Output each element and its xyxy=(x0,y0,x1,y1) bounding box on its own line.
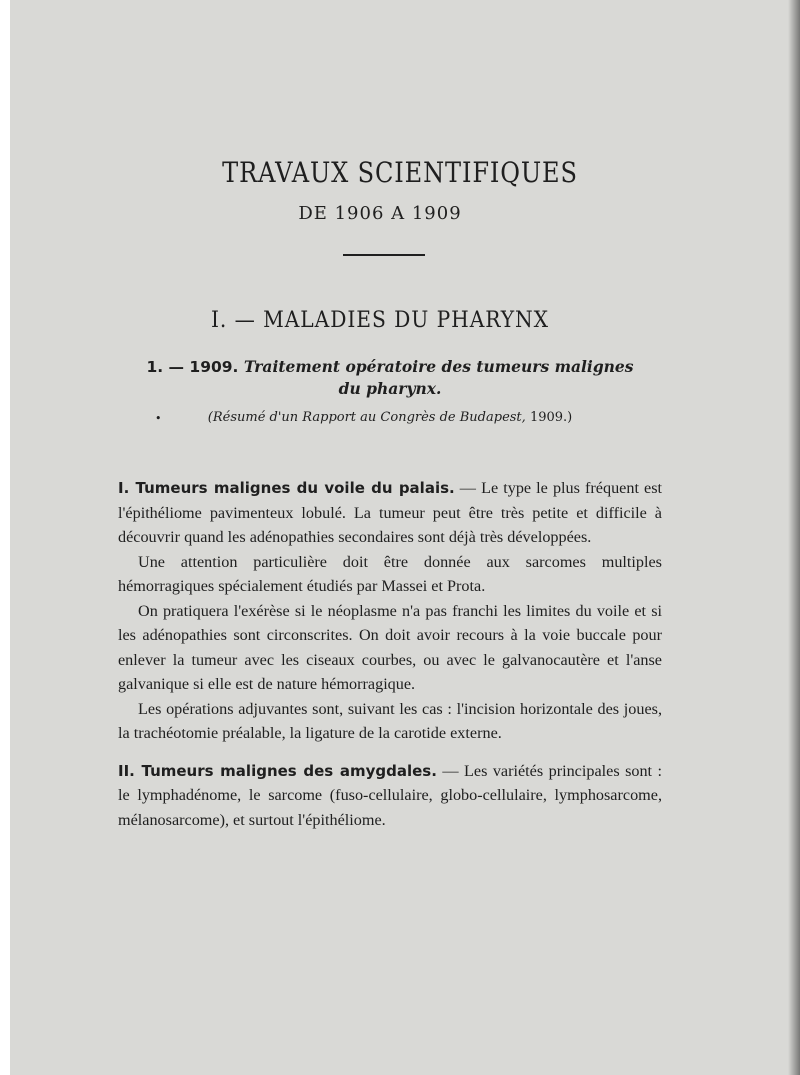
document-page xyxy=(10,0,800,1075)
entry-note-text: (Résumé d'un Rapport au Congrès de Budapest, xyxy=(207,410,526,425)
paragraph: Les opérations adjuvantes sont, suivant les cas : l'incision horizontale des joues, la trachéotomie préalable, la ligature de la carotide externe. xyxy=(118,699,662,742)
entry-note-year: 1909.) xyxy=(529,410,573,425)
entry-note xyxy=(160,410,620,425)
paragraph-heading: I. Tumeurs malignes du voile du palais. xyxy=(118,479,455,497)
entry-title-line2: du pharynx. xyxy=(338,379,442,398)
paragraph-text: — Les variétés principales sont : le lymphadénome, le sarcome (fuso-cellulaire, globo-cellulaire, lymphosarcome, mélanosarcome), et surtout l'épithéliome. xyxy=(118,761,662,829)
paragraph xyxy=(118,759,662,833)
page-title: TRAVAUX SCIENTIFIQUES xyxy=(222,156,578,189)
bullet-dot-icon: • xyxy=(155,412,162,425)
section-heading: I. — MALADIES DU PHARYNX xyxy=(210,308,550,333)
paragraph-text: — Le type le plus fréquent est l'épithéliome pavimenteux lobulé. La tumeur peut être très petite et difficile à découvrir quand les adénopathies secondaires sont déjà très développées. xyxy=(118,479,662,546)
paragraph-heading: II. Tumeurs malignes des amygdales. xyxy=(118,761,437,780)
entry-heading xyxy=(140,356,640,400)
body-text xyxy=(118,476,662,832)
paragraph: On pratiquera l'exérèse si le néoplasme n'a pas franchi les limites du voile et si les adénopathies sont circonscrites. On doit avoir recours à la voie buccale pour enlever la tumeur avec les ciseaux courbes, ou avec le galvanocautère et l'anse galvanique si elle est de nature hémorragique. xyxy=(118,601,662,693)
page-subtitle: DE 1906 A 1909 xyxy=(298,203,462,224)
paragraph: Une attention particulière doit être donnée aux sarcomes multiples hémorragiques spécialement étudiés par Massei et Prota. xyxy=(118,552,662,595)
paragraph xyxy=(118,476,662,550)
title-divider xyxy=(343,254,425,256)
entry-title-line1: Traitement opératoire des tumeurs malignes xyxy=(243,357,634,376)
entry-number: 1. — 1909. xyxy=(146,358,239,376)
